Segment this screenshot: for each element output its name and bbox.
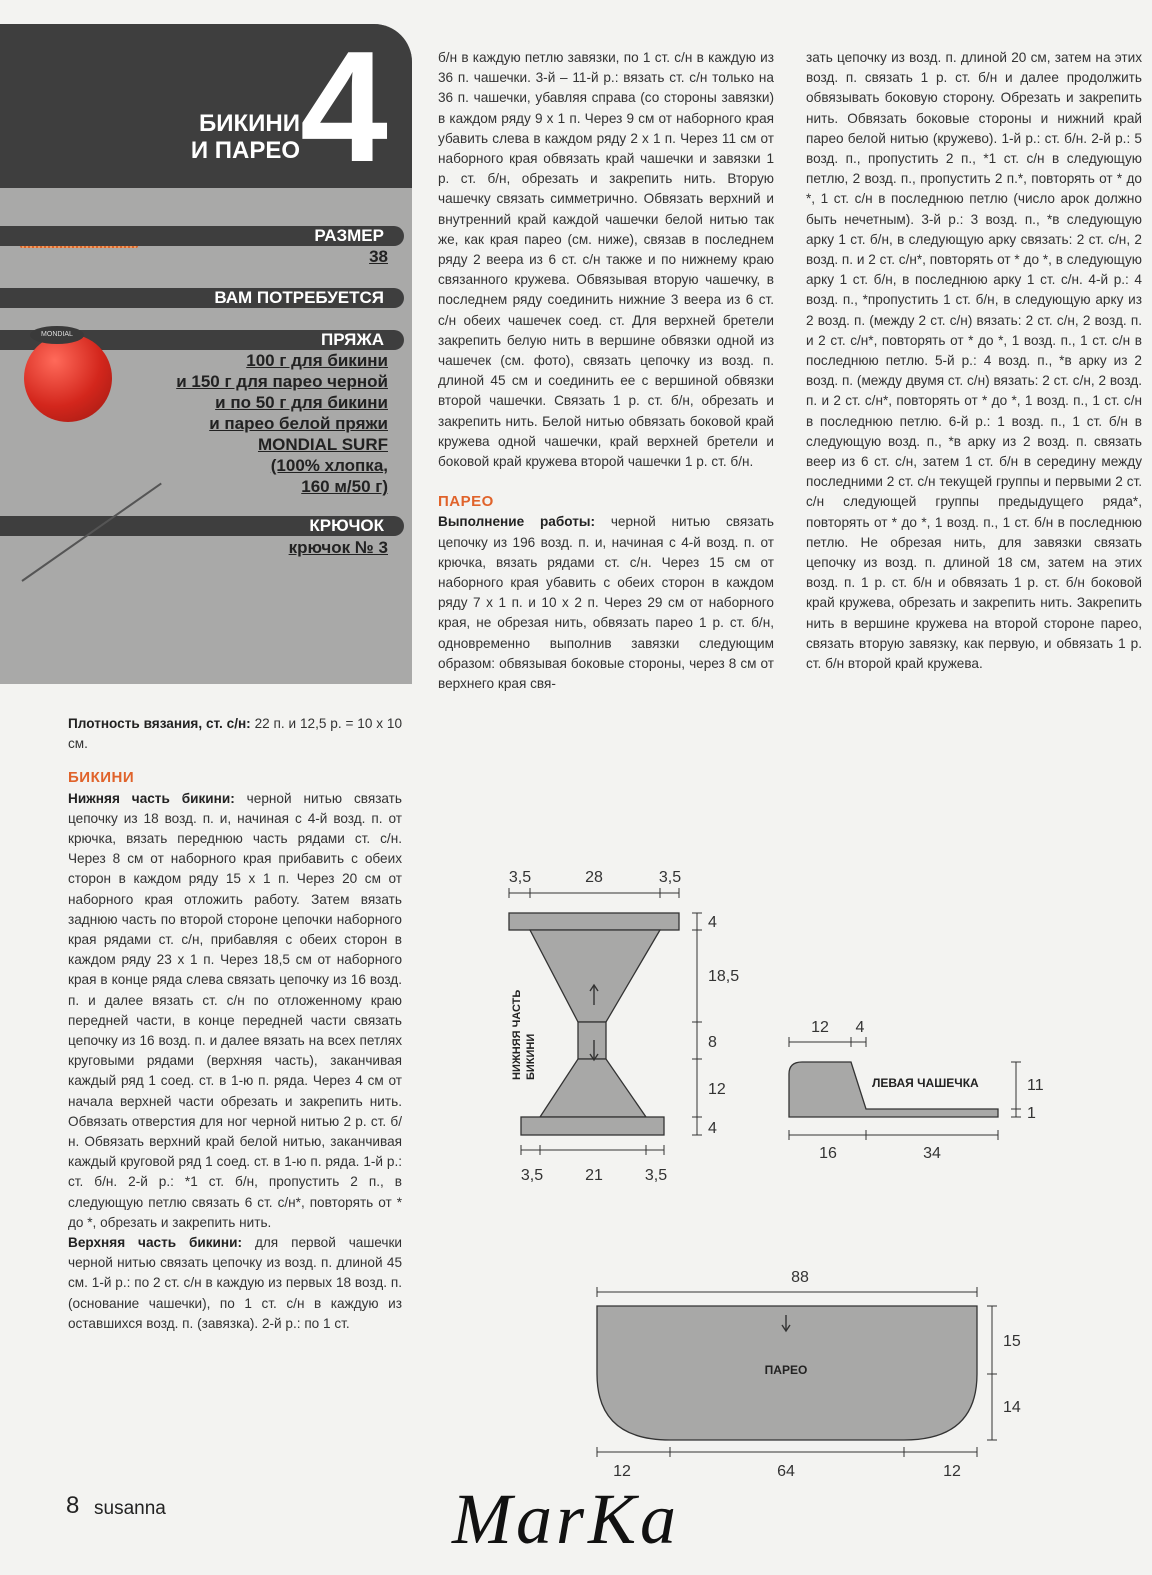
bikini-back-part bbox=[530, 930, 660, 1022]
gauge-label: Плотность вязания, ст. с/н: bbox=[68, 716, 251, 731]
bikini-label-line-2: БИКИНИ bbox=[525, 1033, 537, 1080]
size-value: 38 bbox=[369, 247, 388, 266]
yarn-heading: ПРЯЖА bbox=[0, 330, 404, 350]
pareo-top-dim: 88 bbox=[791, 1269, 809, 1286]
bikini-right-dim-1: 4 bbox=[708, 914, 717, 931]
bikini-right-dim-4: 12 bbox=[708, 1081, 726, 1098]
cup-top-dim-left: 12 bbox=[811, 1019, 829, 1036]
bikini-top-dim-center: 28 bbox=[585, 869, 603, 886]
gauge-text: 22 п. и 12,5 р. = 10 х 10 см. bbox=[68, 716, 402, 752]
hook-value: крючок № 3 bbox=[288, 538, 388, 557]
bikini-top-band bbox=[509, 913, 679, 930]
pareo-bottom-dim-right: 12 bbox=[943, 1463, 961, 1480]
bikini-bottom-dim-left: 3,5 bbox=[520, 1167, 544, 1184]
bikini-label bbox=[511, 987, 537, 1080]
page-number: 8 bbox=[66, 1492, 80, 1519]
bikini-heading: БИКИНИ bbox=[68, 769, 135, 787]
bikini-right-dim-5: 4 bbox=[708, 1120, 717, 1137]
pareo-heading: ПАРЕО bbox=[438, 493, 494, 511]
cup-right-dim-1: 11 bbox=[1027, 1077, 1044, 1094]
hook-heading: КРЮЧОК bbox=[0, 516, 404, 536]
bikini-front-part bbox=[540, 1059, 646, 1117]
upper-part-label: Верхняя часть бикини: bbox=[68, 1235, 243, 1251]
page-title: БИКИНИ И ПАРЕО bbox=[190, 110, 300, 164]
lower-part-label: Нижняя часть бикини: bbox=[68, 790, 235, 806]
lower-part-text: черной нитью связать цепочку из 18 возд. п. и, начиная с 4-й возд. п. от крючка, вязать переднюю часть рядами ст. с/н. Через 8 см от наборного края прибавить с обеих сторон в каждом ряду 15 х 1 п. Через 20 см от наборного края отложить работу. Затем вязать заднюю часть по второй стороне цепочки наборного края рядами ст. с/н, прибавляя с обеих сторон в каждом ряду 23 х 1 п. Через 18,5 см от наборного края в конце ряда слева связать цепочку из 16 возд. п. и далее вязать ст. с/н по отложенному краю передней части, в конце передней части связать цепочку из 16 возд. п. и далее вязать на всех петлях круговыми рядами (верхняя часть), заканчивая каждый ряд 1 соед. ст. в 1-ю п. ряда. Через 4 см от начала верхней части обрезать и закрепить нить. Обвязать отверстия для ног черной нитью 2 р. ст. б/н. Обвязать верхний край белой нитью, заканчивая каждый круговой ряд 1 соед. ст. в 1-ю п. ряда. 1-й р.: ст. б/н. 2-й р.: *1 ст. б/н, пропустить 2 п., в следующую петлю связать 6 ст. с/н*, повторять от * до *, обрезать и закрепить нить. bbox=[68, 790, 402, 1230]
upper-part-text: для первой чашечки черной нитью связать цепочку из возд. п. длиной 45 см. 1-й р.: по 2 ст. с/н в каждую из первых 18 возд. п. (основание чашечки), по 1 ст. с/н в каждую из оставшихся возд. п. (завязка). 2-й р.: по 1 ст. bbox=[68, 1235, 402, 1331]
bikini-right-dim-3: 8 bbox=[708, 1034, 717, 1051]
bikini-right-dim-2: 18,5 bbox=[708, 968, 740, 985]
work-label: Выполнение работы: bbox=[438, 514, 595, 530]
bikini-diagram bbox=[509, 913, 679, 1135]
pareo-right-dim-1: 15 bbox=[1003, 1333, 1021, 1350]
cup-bottom-dim-left: 16 bbox=[819, 1145, 837, 1162]
cup-label: ЛЕВАЯ ЧАШЕЧКА bbox=[872, 1076, 979, 1090]
bikini-continued-text: б/н в каждую петлю завязки, по 1 ст. с/н в каждую из 36 п. чашечки. 3-й – 11-й р.: вязать ст. с/н только на 36 п. чашечки, убавляя справа (со стороны завязки) в каждом ряду 9 х 1 п. Через 9 см от наборного края убавить слева в каждом ряду 2 х 1 п. Через 11 см от наборного края обвязать край чашечки и завязки 1 р. ст. б/н, обрезать и закрепить нить. Вторую чашечку связать симметрично. Обвязать верхний и внутренний край каждой чашечки белой нитью так же, как края парео (см. ниже), связав в последнем ряду 2 веера из 6 ст. с/н также и по нижнему краю связанного кружева. Обвязывая вторую чашечку, в последнем ряду соединить нижние 3 веера из 6 ст. с/н обеих чашечек соед. ст. Для верхней бретели закрепить белую нить в вершине обвязки одной из чашечек (см. фото), связать цепочку из возд. п. длиной 45 см и соединить ее с вершиной обвязки второй чашечки. Связать 1 р. ст. б/н, обрезать и закрепить нить. Белой нитью обвязать боковой край кружева одной чашечки, край верхней бретели и боковой край кружева второй чашечки 1 р. ст. б/н. bbox=[438, 50, 774, 470]
pareo-bottom-dim-left: 12 bbox=[613, 1463, 631, 1480]
pareo-right-dim-2: 14 bbox=[1003, 1399, 1021, 1416]
bikini-bottom-dim-right: 3,5 bbox=[644, 1167, 668, 1184]
magazine-brand: susanna bbox=[94, 1498, 166, 1519]
bikini-top-dim-left: 3,5 bbox=[508, 869, 532, 886]
signature-watermark: MarKa bbox=[452, 1479, 681, 1559]
bikini-label-line-1: НИЖНЯЯ ЧАСТЬ bbox=[511, 989, 523, 1080]
requirements-heading: ВАМ ПОТРЕБУЕТСЯ bbox=[0, 288, 404, 308]
yarn-value: 100 г для бикини и 150 г для парео черной и по 50 г для бикини и парео белой пряжи MONDIAL SURF (100% хлопка, 160 м/50 г) bbox=[176, 351, 388, 496]
pareo-continued-text: зать цепочку из возд. п. длиной 20 см, затем на этих возд. п. связать 1 р. ст. б/н и далее продолжить обвязывать боковую сторону. Обрезать и закрепить нить. Обвязать боковые стороны и нижний край парео белой нитью (кружево). 1-й р.: ст. б/н. 2-й р.: 5 возд. п., пропустить 2 п., *1 ст. с/н в следующую петлю, 2 возд. п., пропустить 2 п.*, повторять от * до *, 1 ст. с/н в последнюю петлю (число арок должно быть нечетным). 3-й р.: 3 возд. п., *в следующую арку 1 ст. б/н, в следующую арку связать: 2 ст. с/н, 2 возд. п. и 2 ст. с/н*, повторять от * до *, в следующую арку 1 ст. б/н, в последнюю арку 1 ст. с/н. 4-й р.: 4 возд. п., *пропустить 1 ст. б/н, в следующую арку из 2 возд. п. (между 2 ст. с/н) вязать: 2 ст. с/н, 2 возд. п. и 2 ст. с/н*, повторять от * до *, 1 возд. п., 1 ст. с/н в последнюю петлю. 5-й р.: 4 возд. п., *в арку из 2 возд. п. (между двумя ст. с/н) вязать: 2 ст. с/н, 2 возд. п. и 2 ст. с/н*, повторять от * до *, 1 возд. п., 1 ст. с/н в последнюю петлю. 6-й р.: 1 возд. п., 1 ст. б/н в следующую возд. п., *в арку из 2 возд. п. связать веер из 6 ст. с/н, затем 1 ст. б/н в середину между последними 2 ст. с/н текущей группы и первыми 2 ст. с/н следующей группы предыдущего ряда*, повторять от * до *, 1 возд. п., 1 ст. б/н в последнюю петлю. Не обрезая нить, для завязки связать цепочку из возд. п. длиной 18 см, затем на этих возд. п. 1 р. ст. б/н и обвязать 1 р. ст. б/н боковой край кружева, обрезать и закрепить нить. Закрепить нить в вершине кружева на второй стороне парео, связать вторую завязку, как первую, и обвязать 1 р. ст. б/н второй край кружева. bbox=[806, 50, 1142, 672]
yarn-brand-tag: MONDIAL bbox=[30, 326, 84, 344]
bikini-bottom-dim-center: 21 bbox=[585, 1167, 603, 1184]
bikini-bottom-band bbox=[521, 1117, 664, 1135]
bikini-top-dim-right: 3,5 bbox=[658, 869, 682, 886]
bikini-crotch bbox=[578, 1022, 606, 1059]
pattern-number: 4 bbox=[300, 19, 388, 195]
cup-bottom-dim-right: 34 bbox=[923, 1145, 941, 1162]
pareo-bottom-dim-center: 64 bbox=[777, 1463, 795, 1480]
cup-top-dim-right: 4 bbox=[855, 1019, 865, 1036]
pareo-label: ПАРЕО bbox=[764, 1363, 808, 1377]
cup-right-dim-2: 1 bbox=[1027, 1105, 1036, 1122]
size-heading: РАЗМЕР bbox=[0, 226, 404, 246]
work-text: черной нитью связать цепочку из 196 возд. п. и, начиная с 4-й возд. п. от крючка, вязать рядами ст. с/н. Через 15 см от наборного края убавить с обеих сторон в каждом ряду 7 х 1 п. и 10 х 2 п. Через 29 см от наборного края, не обрезая нить, обвязать парео 1 р. ст. б/н, одновременно выполнив завязки следующим образом: обвязывая боковые стороны, через 8 см от верхнего края свя- bbox=[438, 514, 775, 692]
